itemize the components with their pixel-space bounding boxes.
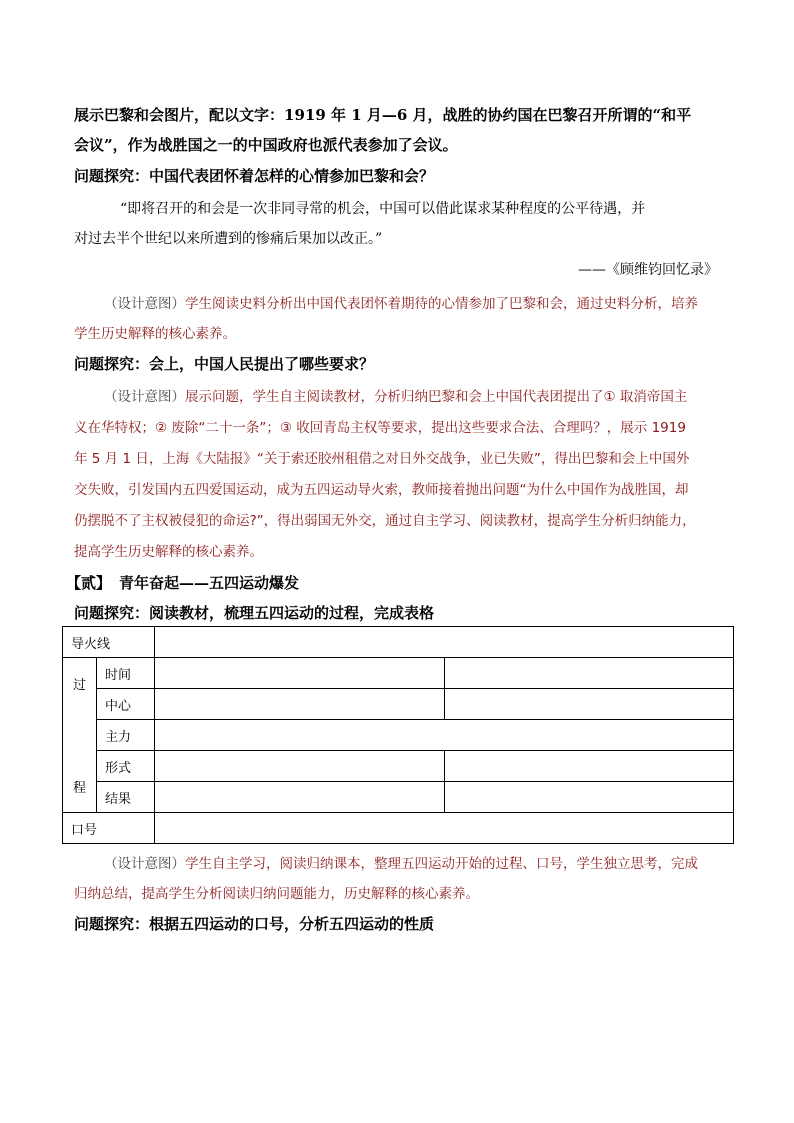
question-3: 问题探究：阅读教材，梳理五四运动的过程，完成表格 [74,604,435,622]
design-note-2-line-2: 义在华特权；② 废除“二十一条”；③ 收回青岛主权等要求，提出这些要求合法、合理吗？，展示 1919 [74,420,686,436]
section-title: 青年奋起——五四运动爆发 [119,574,300,592]
slogan-answer-cell[interactable] [155,813,734,844]
design-note-2-line-6: 提高学生历史解释的核心素养。 [74,544,263,560]
answer-cell[interactable] [155,689,445,720]
quote-line-2: 对过去半个世纪以来所遭到的惨痛后果加以改正。” [74,231,383,247]
design-note-3-line-1 [104,852,698,872]
design-text: 学生阅读史料分析出中国代表团怀着期待的心情参加了巴黎和会，通过史料分析，培养 [185,296,698,312]
section-heading [66,572,299,593]
answer-cell[interactable] [445,751,734,782]
fuse-label: 导火线 [63,627,155,658]
answer-cell[interactable] [155,720,734,751]
table-row [63,782,734,813]
table-row [63,720,734,751]
table-row [63,751,734,782]
section-label: 【贰】 [66,574,112,592]
row-label-center: 中心 [97,689,155,720]
quote-source: ——《顾维钧回忆录》 [578,262,718,278]
question-4: 问题探究：根据五四运动的口号，分析五四运动的性质 [74,915,435,933]
design-note-2-line-4: 交失败，引发国内五四爱国运动，成为五四运动导火索，教师接着抛出问题“为什么中国作为战胜国，却 [74,482,689,498]
intro-line-1: 展示巴黎和会图片，配以文字：1919 年 1 月—6 月，战胜的协约国在巴黎召开所谓的“和平 [74,106,692,124]
row-label-main-force: 主力 [97,720,155,751]
design-note-1-line-1 [104,292,698,312]
question-1: 问题探究：中国代表团怀着怎样的心情参加巴黎和会？ [74,167,435,185]
table-row [63,658,734,689]
design-tag: （设计意图） [104,856,185,872]
design-tag: （设计意图） [104,296,185,312]
design-note-3-line-2: 归纳总结，提高学生分析阅读归纳问题能力，历史解释的核心素养。 [74,886,479,902]
table-row [63,627,734,658]
answer-cell[interactable] [445,782,734,813]
quote-line-1: “即将召开的和会是一次非同寻常的机会，中国可以借此谋求某种程度的公平待遇，并 [120,201,646,217]
design-note-2-line-5: 仍摆脱不了主权被侵犯的命运?”，得出弱国无外交，通过自主学习、阅读教材，提高学生分析归纳能力， [74,513,696,529]
process-label-top: 过 [72,678,86,693]
answer-cell[interactable] [155,658,445,689]
design-text: 展示问题，学生自主阅读教材，分析归纳巴黎和会上中国代表团提出了① 取消帝国主 [185,389,688,405]
row-label-form: 形式 [97,751,155,782]
design-text: 学生自主学习，阅读归纳课本，整理五四运动开始的过程、口号，学生独立思考，完成 [185,856,698,872]
process-label [63,658,97,813]
answer-cell[interactable] [445,658,734,689]
question-2: 问题探究：会上，中国人民提出了哪些要求？ [74,355,375,373]
row-label-time: 时间 [97,658,155,689]
row-label-result: 结果 [97,782,155,813]
intro-line-2: 会议”，作为战胜国之一的中国政府也派代表参加了会议。 [74,136,458,154]
slogan-label: 口号 [63,813,155,844]
movement-process-table [62,626,734,844]
answer-cell[interactable] [155,782,445,813]
process-label-bottom: 程 [72,781,86,796]
table-row [63,813,734,844]
design-tag: （设计意图） [104,389,185,405]
table-row [63,689,734,720]
design-note-1-line-2: 学生历史解释的核心素养。 [74,326,236,342]
design-note-2-line-1 [104,385,687,405]
design-note-2-line-3: 年 5 月 1 日，上海《大陆报》“关于索还胶州租借之对日外交战争，业已失败”，得出巴黎和会上中国外 [74,451,690,467]
answer-cell[interactable] [445,689,734,720]
answer-cell[interactable] [155,751,445,782]
fuse-answer-cell[interactable] [155,627,734,658]
